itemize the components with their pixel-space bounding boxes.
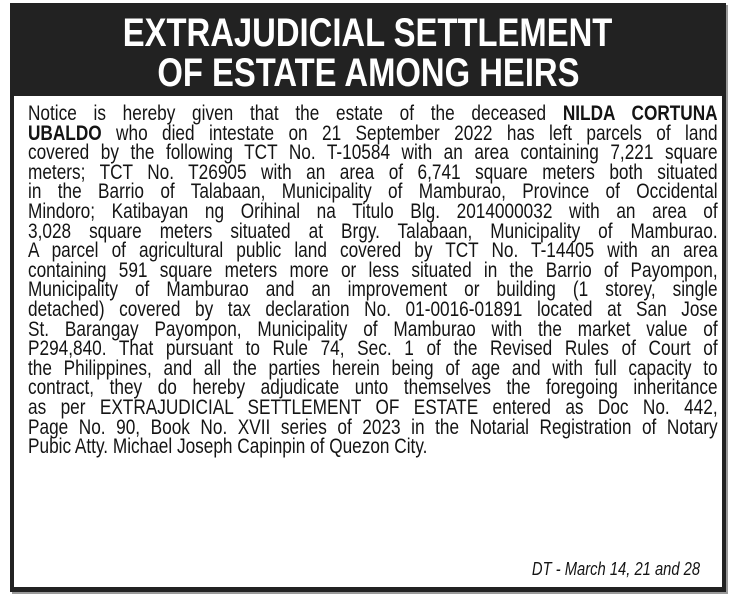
text-line: P294,840. That pursuant to Rule 74, Sec. 1 of the Revised Rules of Court of <box>28 337 718 361</box>
text-line: Pubic Atty. Michael Joseph Capinpin of Quezon City. <box>28 435 428 459</box>
text-line: St. Barangay Payompon, Municipality of Mamburao with the market value of <box>28 317 718 341</box>
legal-notice <box>10 3 726 592</box>
notice-header <box>10 3 726 96</box>
title-line-1: EXTRAJUDICIAL SETTLEMENT <box>123 11 613 55</box>
text-line: Page No. 90, Book No. XVII series of 2023 in the Notarial Registration of Notary <box>28 415 718 439</box>
deceased-name: UBALDO <box>28 121 102 145</box>
text-line: A parcel of agricultural public land covered by TCT No. T-14405 with an area <box>28 239 718 263</box>
text-line: 3,028 square meters situated at Brgy. Talabaan, Municipality of Mamburao. <box>28 219 718 243</box>
text-line: Mindoro; Katibayan ng Orihinal na Titulo Blg. 2014000032 with an area of <box>28 199 718 223</box>
title-line-2: OF ESTATE AMONG HEIRS <box>156 51 580 95</box>
text-line: covered by the following TCT No. T-10584 with an area containing 7,221 square <box>28 141 718 165</box>
publication-credit: DT - March 14, 21 and 28 <box>531 559 700 579</box>
text-line: contract, they do hereby adjudicate unto themselves the foregoing inheritance <box>28 376 718 400</box>
notice-body <box>10 96 726 592</box>
text-line: containing 591 square meters more or less situated in the Barrio of Payompon, <box>28 258 718 282</box>
text-line: as per EXTRAJUDICIAL SETTLEMENT OF ESTATE entered as Doc No. 442, <box>28 395 718 419</box>
text-line: UBALDO who died intestate on 21 September 2022 has left parcels of land <box>28 121 718 145</box>
text-line: in the Barrio of Talabaan, Municipality of Mamburao, Province of Occidental <box>28 180 718 204</box>
deceased-name: NILDA CORTUNA <box>562 102 718 125</box>
text-line: Municipality of Mamburao and an improvement or building (1 storey, single <box>28 278 718 302</box>
notice-text <box>28 104 718 457</box>
text-line: Notice is hereby given that the estate of the deceased NILDA CORTUNA <box>28 102 718 125</box>
text-line: the Philippines, and all the parties herein being of age and with full capacity to <box>28 356 718 380</box>
text-line: detached) covered by tax declaration No. 01-0016-01891 located at San Jose <box>28 297 718 321</box>
text-line: meters; TCT No. T26905 with an area of 6,741 square meters both situated <box>28 160 718 184</box>
